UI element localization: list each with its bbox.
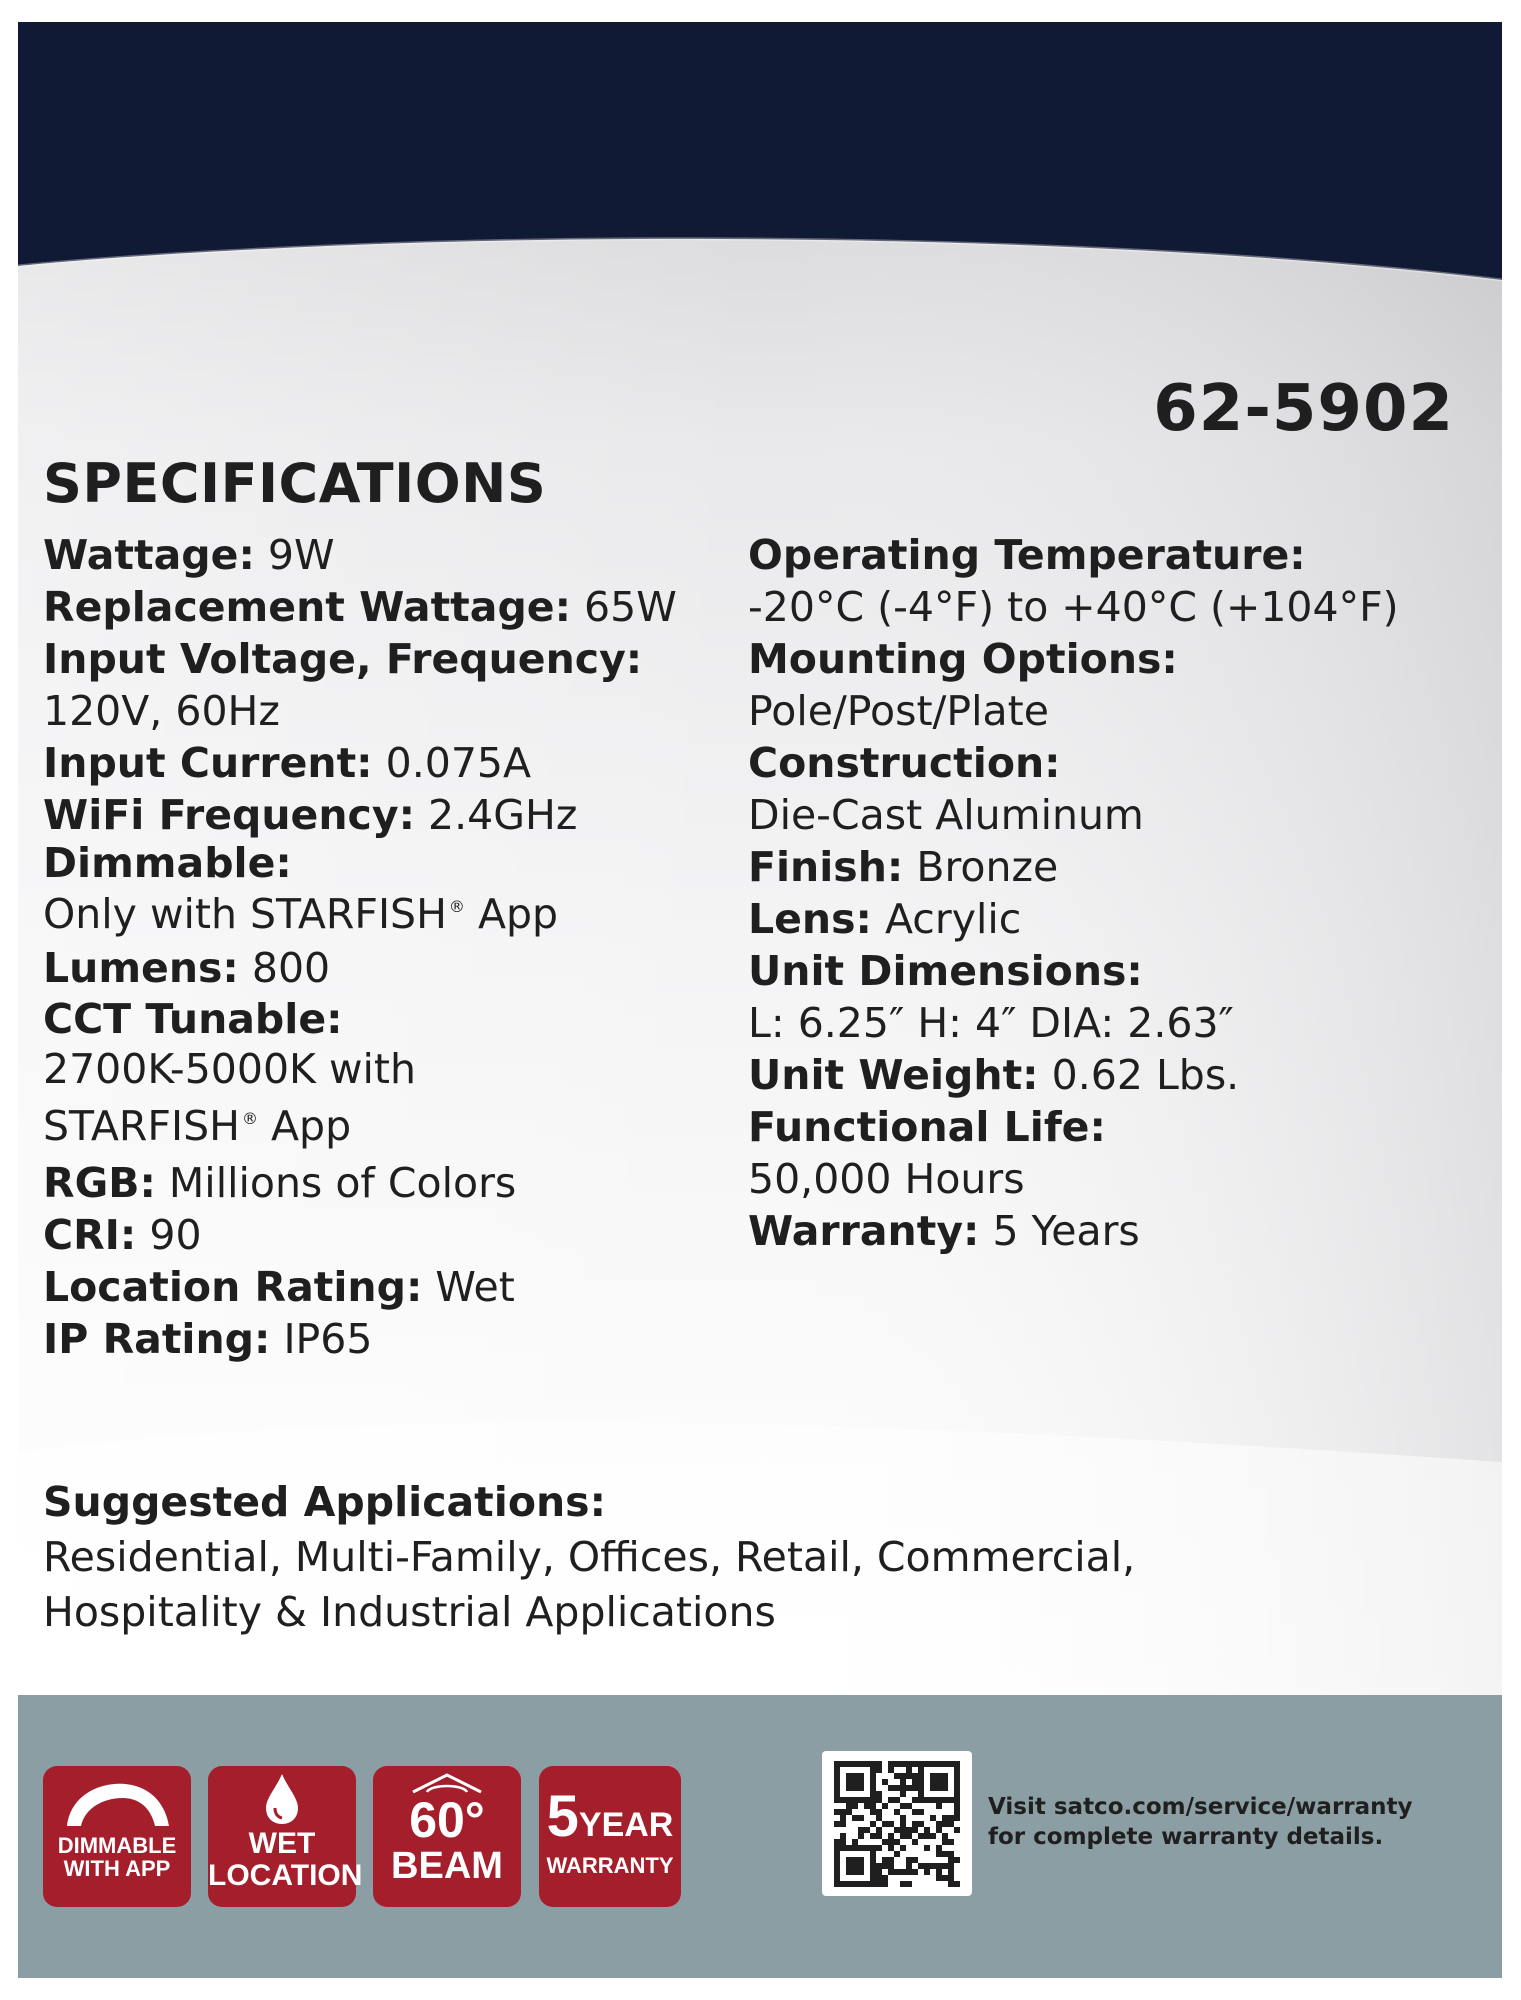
spec-value: Die-Cast Aluminum: [748, 791, 1144, 839]
spec-label: Unit Weight:: [748, 1051, 1039, 1099]
beam-angle-icon: [407, 1772, 487, 1794]
spec-value: Acrylic: [884, 895, 1022, 943]
warranty-note-line-2: for complete warranty details.: [988, 1824, 1384, 1850]
badge-line-1: WET: [248, 1827, 316, 1860]
spec-label: Replacement Wattage:: [43, 583, 571, 631]
spec-value: [43, 890, 558, 938]
spec-label: Input Voltage, Frequency:: [43, 635, 643, 683]
water-drop-icon: [262, 1772, 302, 1826]
five-year-warranty-badge: [539, 1766, 681, 1907]
spec-label: Construction:: [748, 739, 1061, 787]
spec-label: CCT Tunable:: [43, 995, 343, 1043]
registered-mark: ®: [448, 897, 465, 916]
footer-band: [18, 1695, 1502, 1978]
spec-value: L: 6.25″ H: 4″ DIA: 2.63″: [748, 999, 1234, 1047]
spec-value-suffix: App: [477, 890, 559, 938]
warranty-note-line-1: Visit satco.com/service/warranty: [988, 1794, 1413, 1820]
spec-label: Dimmable:: [43, 839, 292, 887]
warranty-years-number: 5: [546, 1784, 579, 1849]
spec-value: 65W: [584, 583, 677, 631]
applications-line-1: Residential, Multi-Family, Offices, Retail, Commercial,: [43, 1533, 1136, 1581]
spec-ip-rating: [43, 1313, 733, 1365]
spec-value: Bronze: [916, 843, 1059, 891]
spec-value: 50,000 Hours: [748, 1155, 1025, 1203]
dimmer-arc-icon: [57, 1774, 177, 1832]
spec-location-rating: [43, 1261, 733, 1313]
spec-label: Input Current:: [43, 739, 373, 787]
spec-warranty: [748, 1205, 1488, 1257]
beam-angle-value: 60°: [409, 1792, 485, 1848]
spec-wattage: [43, 529, 733, 581]
badge-line-1: DIMMABLE: [57, 1833, 177, 1858]
spec-value-text: Only with STARFISH: [43, 890, 447, 938]
spec-value-line2: [43, 1102, 351, 1150]
spec-value-suffix: App: [271, 1102, 352, 1150]
spec-dimmable: [43, 841, 733, 936]
spec-value: 800: [251, 944, 331, 992]
spec-value-text: STARFISH: [43, 1102, 240, 1150]
spec-value: -20°C (-4°F) to +40°C (+104°F): [748, 583, 1399, 631]
spec-rgb: [43, 1157, 733, 1209]
qr-code-icon: [834, 1761, 960, 1887]
dimmable-with-app-badge: [43, 1766, 191, 1907]
spec-label: Wattage:: [43, 531, 255, 579]
spec-value: IP65: [283, 1315, 373, 1363]
spec-value-line1: 2700K-5000K with: [43, 1045, 416, 1093]
warranty-note: [988, 1792, 1488, 1852]
spec-cct-tunable: [43, 994, 733, 1151]
spec-value: 2.4GHz: [428, 791, 578, 839]
spec-label: Finish:: [748, 843, 904, 891]
spec-value: Millions of Colors: [168, 1159, 517, 1207]
spec-unit-weight: [748, 1049, 1488, 1101]
spec-replacement-wattage: [43, 581, 733, 633]
qr-code[interactable]: [822, 1751, 972, 1896]
spec-input-voltage: [43, 633, 733, 737]
spec-value: 0.075A: [385, 739, 532, 787]
beam-angle-badge: [373, 1766, 521, 1907]
wet-location-badge: [208, 1766, 363, 1907]
beam-label: BEAM: [391, 1844, 503, 1887]
specifications-heading: SPECIFICATIONS: [43, 452, 547, 515]
spec-label: Lumens:: [43, 944, 239, 992]
spec-value: 120V, 60Hz: [43, 687, 280, 735]
applications-label: Suggested Applications:: [43, 1478, 606, 1526]
spec-label: RGB:: [43, 1159, 156, 1207]
spec-operating-temperature: [748, 529, 1488, 633]
spec-label: Warranty:: [748, 1207, 980, 1255]
suggested-applications: [43, 1474, 1463, 1640]
spec-value: Wet: [435, 1263, 515, 1311]
warranty-years-line: [539, 1784, 681, 1849]
spec-mounting-options: [748, 633, 1488, 737]
spec-value: 90: [149, 1211, 202, 1259]
warranty-label: WARRANTY: [546, 1853, 674, 1878]
applications-line-2: Hospitality & Industrial Applications: [43, 1588, 776, 1636]
spec-unit-dimensions: [748, 945, 1488, 1049]
badge-line-2: WITH APP: [63, 1856, 171, 1882]
spec-wifi-frequency: [43, 789, 733, 841]
spec-label: Mounting Options:: [748, 635, 1178, 683]
badge-line-2: LOCATION: [208, 1858, 363, 1892]
spec-value: Pole/Post/Plate: [748, 687, 1049, 735]
spec-label: WiFi Frequency:: [43, 791, 415, 839]
spec-label: Lens:: [748, 895, 872, 943]
spec-functional-life: [748, 1101, 1488, 1205]
specs-left-column: [43, 529, 733, 1365]
spec-cri: [43, 1209, 733, 1261]
spec-label: IP Rating:: [43, 1315, 271, 1363]
spec-lens: [748, 893, 1488, 945]
spec-construction: [748, 737, 1488, 841]
spec-value: 0.62 Lbs.: [1051, 1051, 1240, 1099]
specs-right-column: [748, 529, 1488, 1257]
spec-label: Location Rating:: [43, 1263, 423, 1311]
spec-lumens: [43, 942, 733, 994]
spec-sheet: [18, 22, 1502, 1978]
spec-label: Unit Dimensions:: [748, 947, 1143, 995]
spec-value: 5 Years: [992, 1207, 1140, 1255]
spec-label: Functional Life:: [748, 1103, 1106, 1151]
spec-finish: [748, 841, 1488, 893]
spec-label: Operating Temperature:: [748, 531, 1306, 579]
spec-label: CRI:: [43, 1211, 137, 1259]
spec-input-current: [43, 737, 733, 789]
warranty-years-word: YEAR: [578, 1806, 674, 1844]
part-number: 62-5902: [1153, 372, 1454, 446]
spec-value: 9W: [267, 531, 335, 579]
registered-mark: ®: [241, 1109, 258, 1128]
